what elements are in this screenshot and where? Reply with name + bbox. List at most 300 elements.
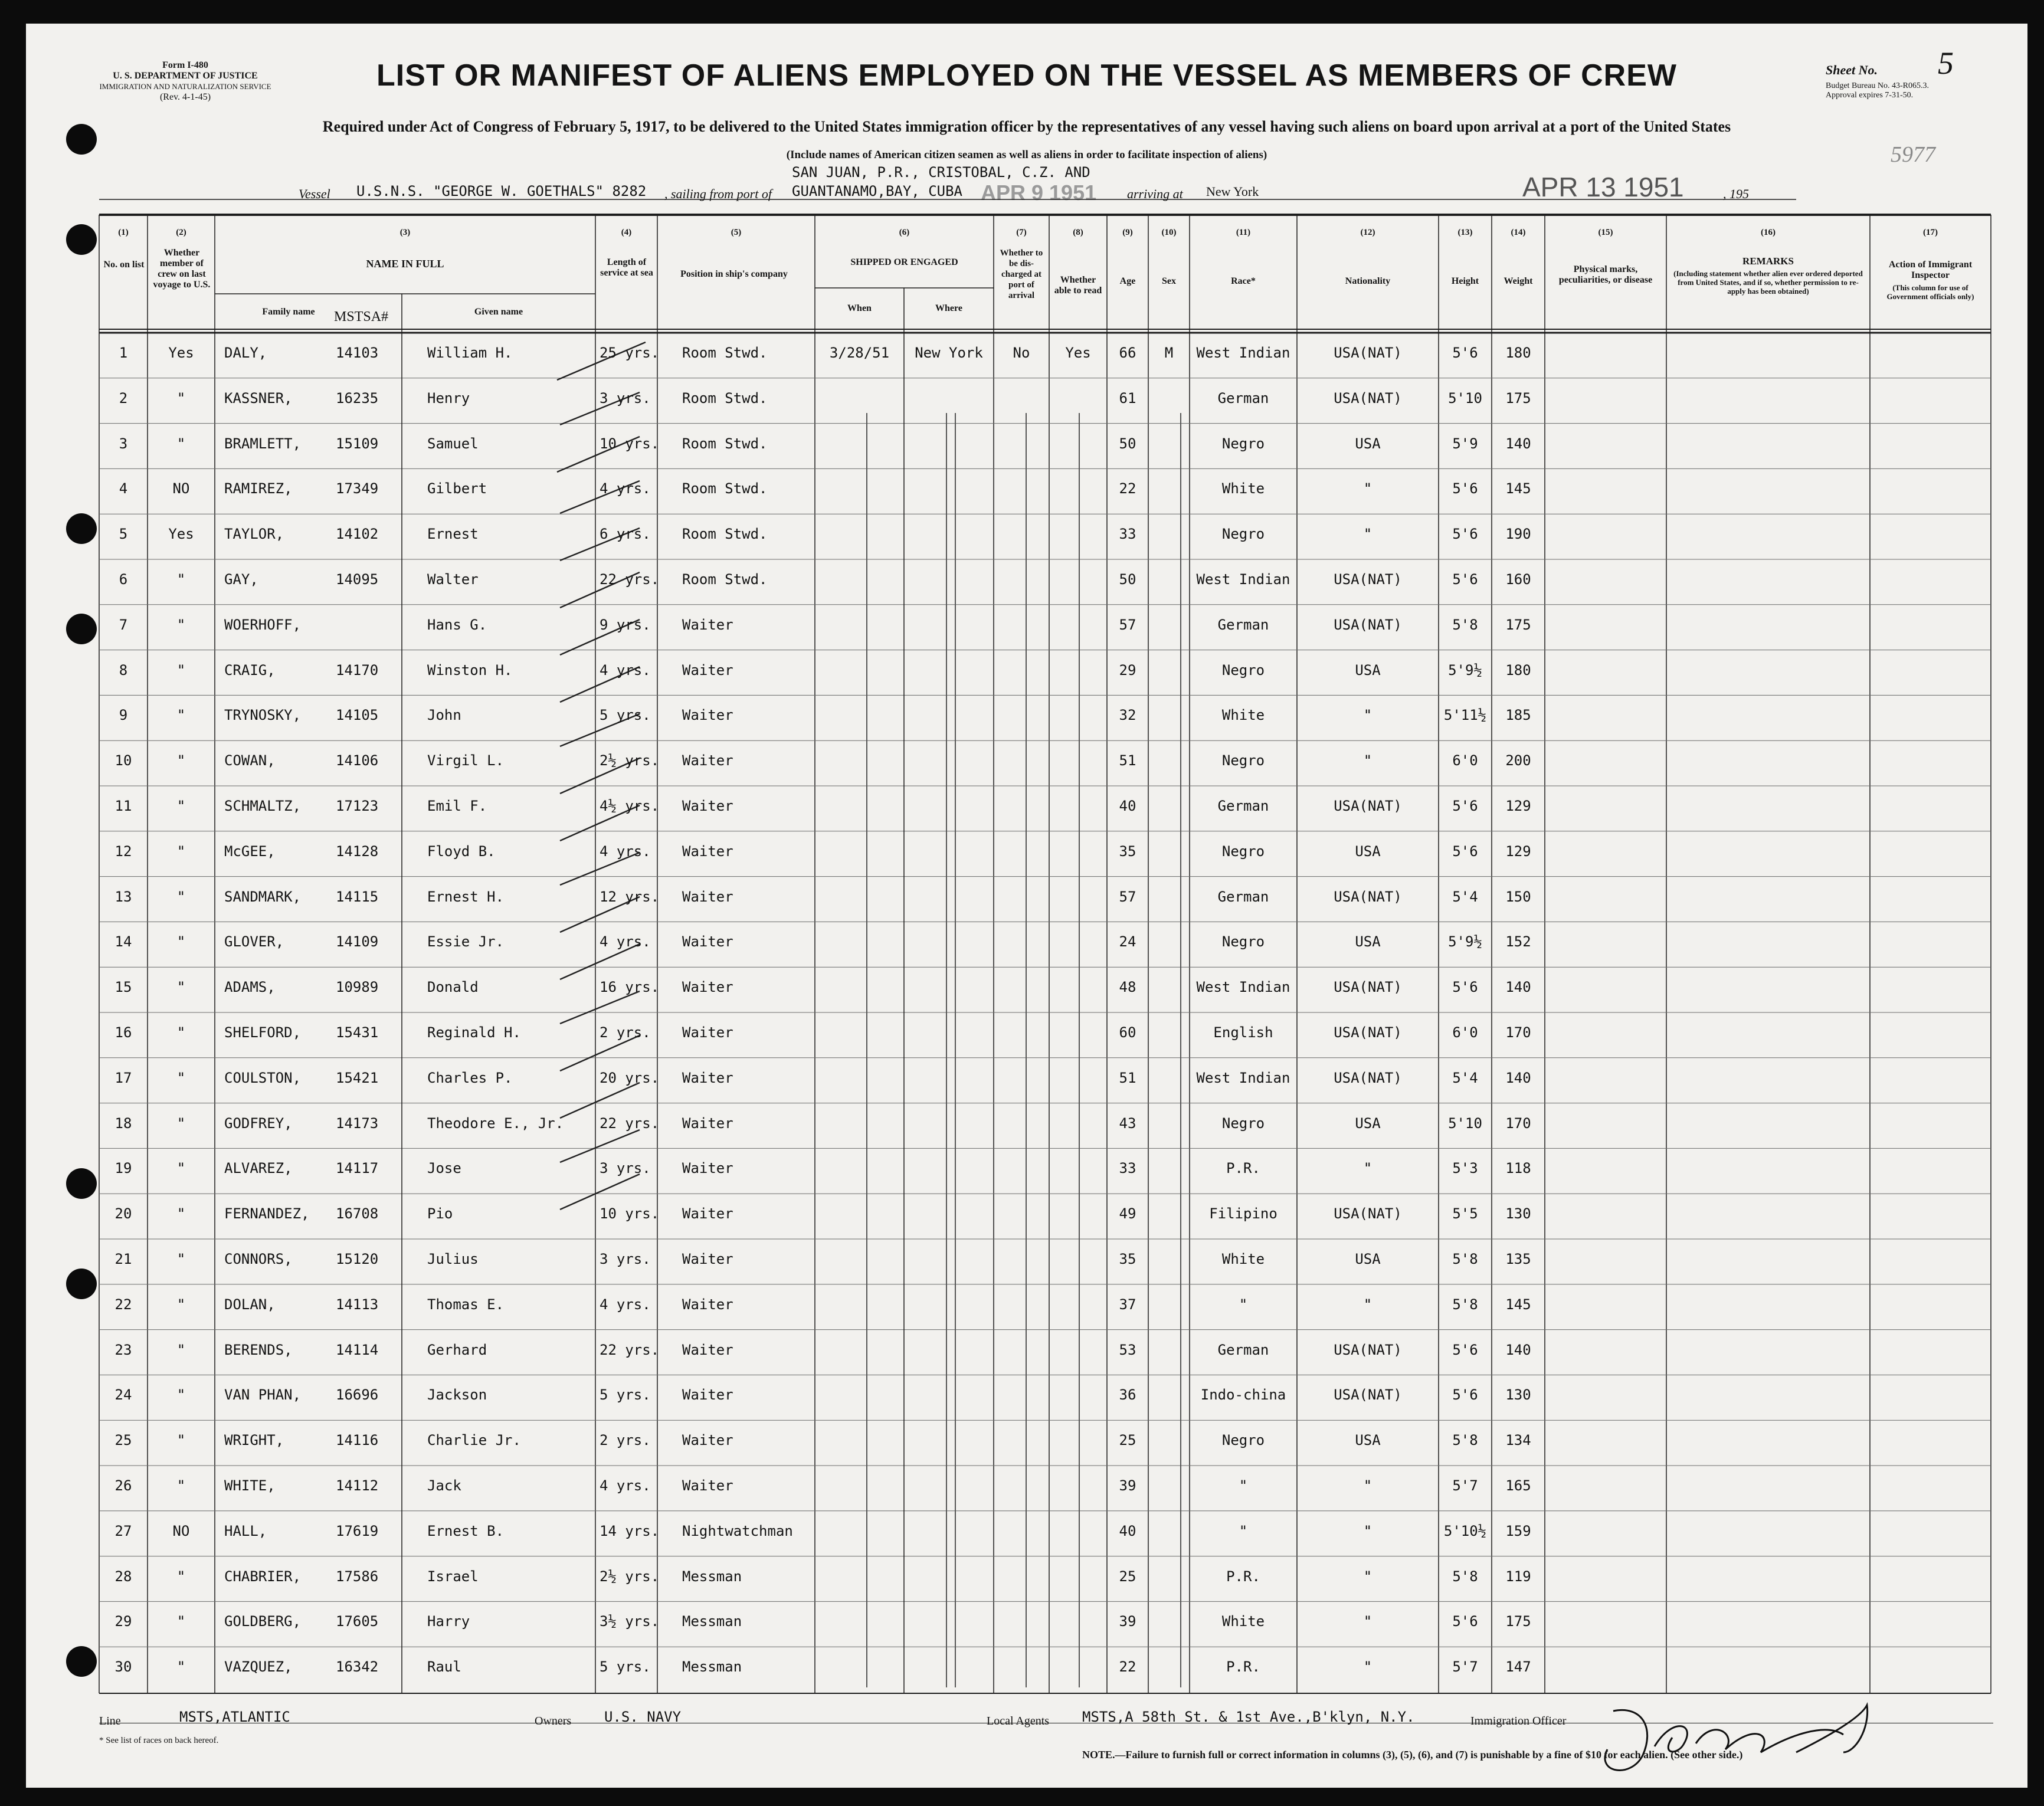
cell-position: Waiter [682,1387,733,1404]
col-6-number: (6) [899,228,910,237]
form-number: Form I-480 [162,60,208,70]
cell-race: Negro [1221,933,1265,950]
cell-nationality: USA [1355,1432,1381,1449]
table-row [26,831,2027,877]
cell-race: German [1217,616,1269,633]
header-able-to-read: Whether able to read [1054,275,1102,296]
cell-service: 5 yrs. [600,1387,651,1404]
cell-no: 7 [119,616,128,633]
cell-position: Waiter [682,979,733,996]
cell-family-name: GOLDBERG, [224,1613,302,1630]
header-remarks-note: (Including statement whether alien ever ordered deported from United States, and if so, whether permission to re-apply has been obtained) [1673,269,1863,296]
cell-service: 10 yrs. [600,435,660,452]
cell-member: " [176,1205,186,1222]
cell-family-name: GAY, [224,571,258,588]
cell-weight: 140 [1505,1341,1531,1358]
cell-weight: 134 [1505,1432,1531,1449]
cell-given-name: Henry [427,389,470,407]
col-16-number: (16) [1761,228,1776,237]
cell-family-name: DALY, [224,345,267,361]
cell-position: Room Stwd. [682,345,768,361]
cell-no: 24 [114,1387,132,1404]
cell-service: 10 yrs. [600,1205,660,1222]
binder-hole [66,1646,97,1677]
cell-age: 53 [1119,1341,1136,1358]
cell-mstsa: 17619 [336,1522,379,1539]
cell-given-name: Harry [427,1613,470,1630]
cell-given-name: Jackson [427,1387,487,1404]
cell-service: 20 yrs. [600,1069,660,1086]
cell-position: Nightwatchman [682,1522,793,1539]
cell-race: German [1217,888,1269,905]
cell-service: 2½ yrs. [600,752,660,769]
cell-race: Negro [1221,435,1265,452]
table-row [26,1239,2027,1285]
cell-given-name: Hans G. [427,616,487,633]
cell-member: " [176,1251,186,1267]
cell-race: Filipino [1209,1205,1278,1222]
cell-family-name: TRYNOSKY, [224,707,302,724]
cell-family-name: RAMIREZ, [224,480,293,497]
cell-weight: 180 [1505,345,1531,361]
cell-mstsa: 14102 [336,526,379,543]
cell-height: 5'8 [1452,1432,1478,1449]
cell-read: Yes [1065,345,1091,361]
cell-height: 5'6 [1452,526,1478,543]
cell-height: 5'6 [1452,798,1478,814]
cell-mstsa: 14117 [336,1160,379,1177]
table-row [26,378,2027,424]
cell-nationality: USA [1355,661,1381,679]
cell-mstsa: 14173 [336,1115,379,1132]
cell-age: 50 [1119,571,1136,588]
cell-nationality: USA [1355,1115,1381,1132]
cell-given-name: Jose [427,1160,461,1177]
cell-family-name: SCHMALTZ, [224,798,302,814]
cell-member: " [176,1387,186,1404]
cell-service: 22 yrs. [600,1115,660,1132]
cell-mstsa: 14113 [336,1296,379,1313]
cell-nationality: USA(NAT) [1334,389,1402,407]
cell-member: " [176,707,186,724]
cell-mstsa: 16708 [336,1205,379,1222]
cell-no: 22 [114,1296,132,1313]
cell-weight: 175 [1505,1613,1531,1630]
cell-no: 3 [119,435,128,452]
cell-position: Waiter [682,707,733,724]
cell-service: 16 yrs. [600,979,660,996]
cell-age: 61 [1119,389,1136,407]
cell-race: West Indian [1196,571,1290,588]
cell-nationality: USA(NAT) [1334,571,1402,588]
cell-given-name: Julius [427,1251,479,1267]
cell-mstsa: 15109 [336,435,379,452]
cell-mstsa: 14109 [336,933,379,950]
cell-age: 33 [1119,1160,1136,1177]
cell-no: 1 [119,345,128,361]
cell-position: Waiter [682,1069,733,1086]
cell-family-name: CHABRIER, [224,1568,302,1585]
cell-member: " [176,571,186,588]
cell-family-name: BERENDS, [224,1341,293,1358]
header-height: Height [1451,276,1479,286]
cell-given-name: Essie Jr. [427,933,505,950]
cell-given-name: Charlie Jr. [427,1432,521,1449]
cell-mstsa: 17586 [336,1568,379,1585]
cell-position: Messman [682,1568,742,1585]
cell-given-name: Samuel [427,435,479,452]
cell-position: Waiter [682,1115,733,1132]
cell-where: New York [915,345,983,361]
cell-given-name: Israel [427,1568,479,1585]
fine-note: NOTE.—Failure to furnish full or correct information in columns (3), (5), (6), and (7) is punishable by a fine of $10 for each alien. (See other side.) [1082,1749,1743,1761]
cell-no: 19 [114,1160,132,1177]
cell-position: Waiter [682,752,733,769]
cell-family-name: TAYLOR, [224,526,284,543]
cell-nationality: USA(NAT) [1334,1069,1402,1086]
cell-family-name: McGEE, [224,843,276,860]
sheet-label: Sheet No. [1826,63,1878,77]
cell-mstsa: 14095 [336,571,379,588]
cell-age: 40 [1119,1522,1136,1539]
cell-race: West Indian [1196,345,1290,361]
cell-nationality: USA(NAT) [1334,1205,1402,1222]
cell-race: German [1217,1341,1269,1358]
cell-member: " [176,435,186,452]
officer-label: Immigration Officer [1470,1715,1567,1728]
service-name: IMMIGRATION AND NATURALIZATION SERVICE [99,82,271,91]
cell-service: 4 yrs. [600,843,651,860]
header-action: Action of Immigrant Inspector [1888,260,1973,280]
cell-mstsa: 17123 [336,798,379,814]
cell-given-name: Theodore E., Jr. [427,1115,564,1132]
cell-race: " [1239,1522,1248,1539]
header-age: Age [1119,276,1136,286]
cell-race: White [1221,480,1265,497]
cell-race: Negro [1221,526,1265,543]
cell-family-name: FERNANDEZ, [224,1205,310,1222]
cell-no: 18 [114,1115,132,1132]
col-12-number: (12) [1360,228,1375,237]
cell-position: Waiter [682,1160,733,1177]
vessel-name: U.S.N.S. "GEORGE W. GOETHALS" 8282 [356,183,647,199]
cell-weight: 147 [1505,1658,1531,1676]
cell-member: " [176,1115,186,1132]
header-race: Race* [1231,276,1256,286]
col-11-number: (11) [1236,228,1251,237]
cell-height: 5'6 [1452,571,1478,588]
cell-service: 4½ yrs. [600,798,660,814]
cell-height: 5'9½ [1448,661,1482,679]
cell-race: Indo-china [1200,1387,1286,1404]
cell-height: 5'8 [1452,1251,1478,1267]
cell-family-name: DOLAN, [224,1296,276,1313]
cell-weight: 129 [1505,798,1531,814]
cell-weight: 170 [1505,1024,1531,1041]
col-10-number: (10) [1161,228,1177,237]
cell-position: Waiter [682,843,733,860]
cell-mstsa: 17349 [336,480,379,497]
cell-height: 5'4 [1452,888,1478,905]
cell-family-name: GODFREY, [224,1115,293,1132]
cell-height: 5'6 [1452,345,1478,361]
cell-no: 10 [114,752,132,769]
cell-no: 14 [114,933,132,950]
cell-age: 66 [1119,345,1136,361]
cell-family-name: HALL, [224,1522,267,1539]
cell-no: 12 [114,843,132,860]
cell-service: 5 yrs. [600,707,651,724]
cell-age: 36 [1119,1387,1136,1404]
cell-age: 39 [1119,1477,1136,1494]
cell-weight: 200 [1505,752,1531,769]
cell-age: 22 [1119,1658,1136,1676]
header-action-note: (This column for use of Government officials only) [1886,283,1974,301]
cell-height: 5'10½ [1443,1522,1487,1539]
cell-height: 5'6 [1452,480,1478,497]
cell-service: 4 yrs. [600,1477,651,1494]
table-row [26,1330,2027,1376]
cell-service: 4 yrs. [600,1296,651,1313]
cell-family-name: CONNORS, [224,1251,293,1267]
cell-height: 5'6 [1452,1387,1478,1404]
cell-member: Yes [168,526,194,543]
cell-age: 25 [1119,1568,1136,1585]
table-row [26,1103,2027,1149]
cell-nationality: " [1363,1522,1373,1539]
cell-member: " [176,1658,186,1676]
cell-member: " [176,1341,186,1358]
header-physical-marks: Physical marks, peculiarities, or disease [1558,264,1653,285]
col-5-number: (5) [731,228,742,237]
cell-race: P.R. [1226,1160,1260,1177]
cell-member: " [176,933,186,950]
table-row [26,1284,2027,1330]
cell-no: 11 [114,798,132,814]
cell-race: White [1221,1613,1265,1630]
line-label: Line [99,1715,121,1728]
cell-position: Messman [682,1613,742,1630]
cell-position: Waiter [682,1205,733,1222]
cell-age: 51 [1119,1069,1136,1086]
cell-position: Waiter [682,933,733,950]
cell-service: 4 yrs. [600,480,651,497]
cell-nationality: USA(NAT) [1334,1387,1402,1404]
cell-nationality: USA [1355,1251,1381,1267]
cell-height: 6'0 [1452,752,1478,769]
line-value: MSTS,ATLANTIC [179,1709,290,1725]
cell-given-name: Virgil L. [427,752,505,769]
cell-member: " [176,1432,186,1449]
table-row [26,740,2027,786]
cell-nationality: USA(NAT) [1334,616,1402,633]
cell-mstsa: 16235 [336,389,379,407]
cell-family-name: BRAMLETT, [224,435,302,452]
cell-height: 5'8 [1452,616,1478,633]
cell-family-name: SHELFORD, [224,1024,302,1041]
col-9-number: (9) [1122,228,1133,237]
cell-no: 30 [114,1658,132,1676]
cell-sex: M [1164,345,1174,361]
cell-family-name: ADAMS, [224,979,276,996]
agents-value: MSTS,A 58th St. & 1st Ave.,B'klyn, N.Y. [1082,1709,1415,1725]
cell-weight: 145 [1505,1296,1531,1313]
cell-position: Room Stwd. [682,480,768,497]
cell-age: 35 [1119,843,1136,860]
cell-age: 43 [1119,1115,1136,1132]
table-row [26,1375,2027,1421]
binder-hole [66,513,97,544]
cell-race: P.R. [1226,1658,1260,1676]
cell-no: 6 [119,571,128,588]
cell-nationality: USA(NAT) [1334,979,1402,996]
binder-hole [66,614,97,644]
cell-race: Negro [1221,1432,1265,1449]
cell-weight: 180 [1505,661,1531,679]
cell-no: 13 [114,888,132,905]
cell-age: 24 [1119,933,1136,950]
cell-height: 5'6 [1452,1341,1478,1358]
cell-race: English [1213,1024,1273,1041]
cell-nationality: " [1363,480,1373,497]
cell-nationality: " [1363,1160,1373,1177]
department-name: U. S. DEPARTMENT OF JUSTICE [113,71,258,81]
cell-age: 25 [1119,1432,1136,1449]
cell-given-name: Ernest [427,526,479,543]
col-4-number: (4) [621,228,632,237]
cell-no: 28 [114,1568,132,1585]
cell-race: White [1221,1251,1265,1267]
cell-member: " [176,843,186,860]
cell-weight: 160 [1505,571,1531,588]
cell-nationality: USA(NAT) [1334,1024,1402,1041]
binder-hole [66,224,97,255]
table-row [26,468,2027,514]
header-nationality: Nationality [1345,276,1391,286]
header-sex: Sex [1162,276,1176,286]
cell-race: White [1221,707,1265,724]
form-revision: (Rev. 4-1-45) [159,92,211,102]
table-row [26,786,2027,832]
table-row [26,1194,2027,1240]
owners-label: Owners [535,1715,572,1728]
table-row [26,967,2027,1013]
cell-service: 6 yrs. [600,526,651,543]
cell-position: Waiter [682,1477,733,1494]
cell-position: Waiter [682,1024,733,1041]
cell-mstsa: 14128 [336,843,379,860]
cell-member: " [176,1296,186,1313]
cell-no: 29 [114,1613,132,1630]
header-weight: Weight [1503,276,1533,286]
table-row [26,1420,2027,1466]
cell-mstsa: 14116 [336,1432,379,1449]
cell-member: " [176,389,186,407]
cell-weight: 165 [1505,1477,1531,1494]
cell-position: Room Stwd. [682,526,768,543]
table-row [26,922,2027,968]
cell-height: 5'8 [1452,1296,1478,1313]
table-row [26,1466,2027,1512]
table-row [26,1601,2027,1647]
vessel-label: Vessel [299,186,330,201]
header-whether-member: Whether member of crew on last voyage to U.S. [153,248,211,290]
cell-age: 48 [1119,979,1136,996]
header-where: Where [935,303,962,313]
cell-mstsa: 16696 [336,1387,379,1404]
cell-race: " [1239,1477,1248,1494]
cell-mstsa: 16342 [336,1658,379,1676]
col-13-number: (13) [1457,228,1473,237]
page-title: LIST OR MANIFEST OF ALIENS EMPLOYED ON THE VESSEL AS MEMBERS OF CREW [376,58,1677,93]
cell-weight: 170 [1505,1115,1531,1132]
cell-given-name: William H. [427,345,513,361]
header-family-name: Family name [262,307,315,317]
owners-value: U.S. NAVY [604,1709,682,1725]
cell-family-name: VAZQUEZ, [224,1658,293,1676]
cell-height: 5'10 [1448,1115,1482,1132]
cell-nationality: USA(NAT) [1334,1341,1402,1358]
cell-service: 3 yrs. [600,1160,651,1177]
cell-service: 4 yrs. [600,933,651,950]
agents-label: Local Agents [987,1715,1050,1728]
cell-no: 16 [114,1024,132,1041]
cell-service: 2 yrs. [600,1432,651,1449]
cell-member: " [176,1477,186,1494]
cell-member: Yes [168,345,194,361]
cell-weight: 145 [1505,480,1531,497]
cell-age: 40 [1119,798,1136,814]
cell-discharged: No [1013,345,1030,361]
cell-age: 51 [1119,752,1136,769]
header-remarks: REMARKS [1742,255,1794,267]
cell-race: P.R. [1226,1568,1260,1585]
cell-height: 5'6 [1452,1613,1478,1630]
cell-member: " [176,888,186,905]
cell-when: 3/28/51 [829,345,890,361]
arriving-port: New York [1206,184,1259,199]
cell-nationality: " [1363,1296,1373,1313]
cell-height: 5'4 [1452,1069,1478,1086]
arriving-label: arriving at [1127,186,1183,201]
cell-service: 25 yrs. [600,345,660,361]
cell-nationality: " [1363,707,1373,724]
cell-race: Negro [1221,843,1265,860]
table-row [26,605,2027,651]
col-15-number: (15) [1598,228,1613,237]
cell-height: 5'6 [1452,843,1478,860]
header-shipped-engaged: SHIPPED OR ENGAGED [850,257,958,267]
cell-service: 22 yrs. [600,571,660,588]
cell-service: 3 yrs. [600,1251,651,1267]
cell-service: 22 yrs. [600,1341,660,1358]
cell-weight: 175 [1505,389,1531,407]
cell-nationality: " [1363,752,1373,769]
cell-height: 5'8 [1452,1568,1478,1585]
cell-family-name: WOERHOFF, [224,616,302,633]
cell-service: 2 yrs. [600,1024,651,1041]
cell-age: 37 [1119,1296,1136,1313]
cell-nationality: USA(NAT) [1334,888,1402,905]
cell-race: Negro [1221,1115,1265,1132]
cell-position: Waiter [682,1341,733,1358]
cell-race: " [1239,1296,1248,1313]
cell-height: 5'7 [1452,1477,1478,1494]
cell-weight: 152 [1505,933,1531,950]
cell-family-name: COULSTON, [224,1069,302,1086]
cell-race: German [1217,798,1269,814]
sailing-label: , sailing from port of [664,186,772,201]
